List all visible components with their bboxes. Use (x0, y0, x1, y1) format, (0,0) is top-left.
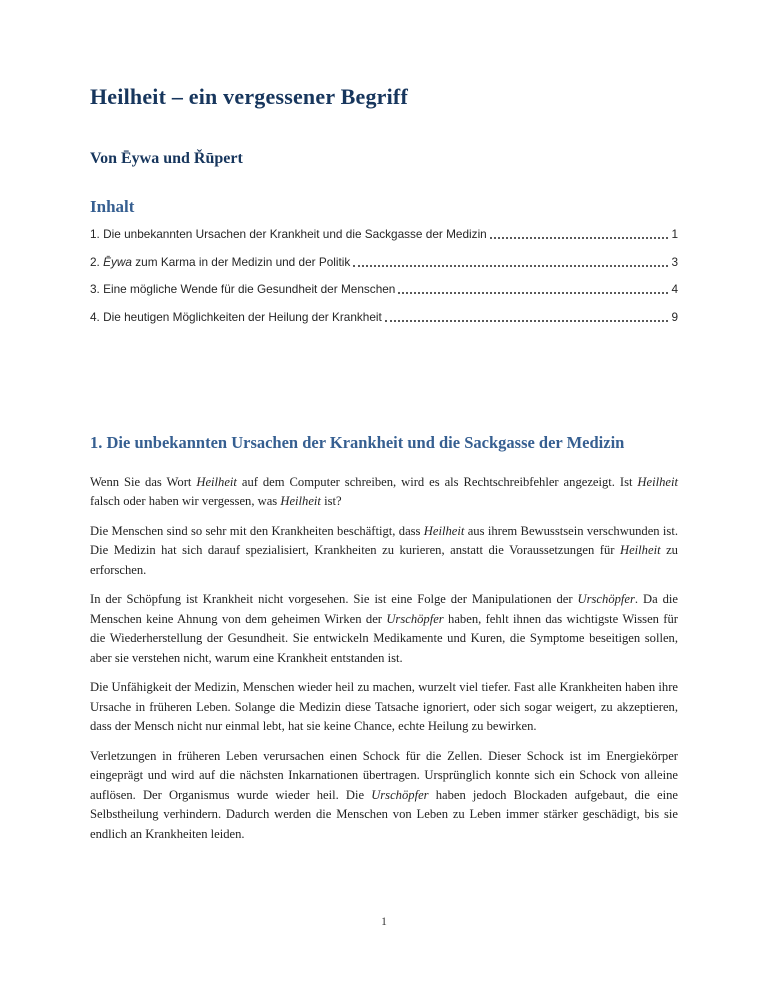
toc-leader-dots (353, 264, 668, 267)
body-paragraph: Die Unfähigkeit der Medizin, Menschen wieder heil zu machen, wurzelt viel tiefer. Fast alle Krankheiten haben ihre Ursache in früheren Leben. Solange die Medizin diese Tatsache ignoriert, oder sich sogar weigert, zu akzeptieren, dass der Mensch nicht nur einmal lebt, hat sie keine Chance, echte Heilung zu bewirken. (90, 680, 678, 733)
toc-entry-label: 3. Eine mögliche Wende für die Gesundheit der Menschen (90, 282, 396, 296)
toc-entry-page-number: 3 (671, 254, 678, 269)
table-of-contents (90, 226, 678, 325)
toc-entry-label: 4. Die heutigen Möglichkeiten der Heilung der Krankheit (90, 309, 382, 324)
toc-entry-page-number: 1 (671, 227, 678, 241)
toc-entry-label: 2. Ēywa zum Karma in der Medizin und der Politik (90, 254, 351, 269)
body-paragraph: Verletzungen in früheren Leben verursachen einen Schock für die Zellen. Dieser Schock ist im Energiekörper eingeprägt und wird auf die nächsten Inkarnationen übertragen. Ursprünglich konnte sich ein Schock von alleine auflösen. Der Organismus wurde wieder heil. Die Urschöpfer haben jedoch Blockaden aufgebaut, die eine Selbstheilung verhindern. Dadurch werden die Menschen von Leben zu Leben immer stärker geschädigt, bis sie endlich an Krankheiten leiden. (90, 748, 678, 841)
toc-leader-dots (490, 236, 669, 239)
toc-heading: Inhalt (90, 197, 135, 216)
toc-entry-page-number: 4 (671, 282, 678, 296)
toc-leader-dots (398, 291, 668, 294)
document-content (90, 0, 678, 844)
document-byline: Von Ēywa und Řūpert (90, 150, 243, 167)
section-heading: 1. Die unbekannten Ursachen der Krankheit und die Sackgasse der Medizin (90, 432, 625, 452)
toc-entry-label: 1. Die unbekannten Ursachen der Krankheit und die Sackgasse der Medizin (90, 227, 487, 241)
toc-leader-dots (385, 319, 669, 322)
section-body (90, 473, 678, 845)
document-title: Heilheit – ein vergessener Begriff (90, 84, 408, 109)
body-paragraph: Wenn Sie das Wort Heilheit auf dem Computer schreiben, wird es als Rechtschreibfehler angezeigt. Ist Heilheit falsch oder haben wir vergessen, was Heilheit ist? (90, 474, 678, 508)
toc-entry-page-number: 9 (671, 309, 678, 324)
toc-entry (90, 254, 678, 270)
toc-entry (90, 281, 678, 297)
toc-entry (90, 309, 678, 325)
page-number-footer: 1 (381, 916, 387, 928)
toc-entry (90, 226, 678, 242)
body-paragraph: In der Schöpfung ist Krankheit nicht vorgesehen. Sie ist eine Folge der Manipulationen der Urschöpfer. Da die Menschen keine Ahnung von dem geheimen Wirken der Urschöpfer haben, fehlt ihnen das wichtigste Wissen für die Wiederherstellung der Gesundheit. Sie entwickeln Medikamente und Kuren, die Symptome beseitigen sollen, aber sie verstehen nicht, warum eine Krankheit entstanden ist. (90, 592, 678, 665)
body-paragraph: Die Menschen sind so sehr mit den Krankheiten beschäftigt, dass Heilheit aus ihrem Bewusstsein verschwunden ist. Die Medizin hat sich darauf spezialisiert, Krankheiten zu kurieren, anstatt die Voraussetzungen für Heilheit zu erforschen. (90, 523, 678, 577)
